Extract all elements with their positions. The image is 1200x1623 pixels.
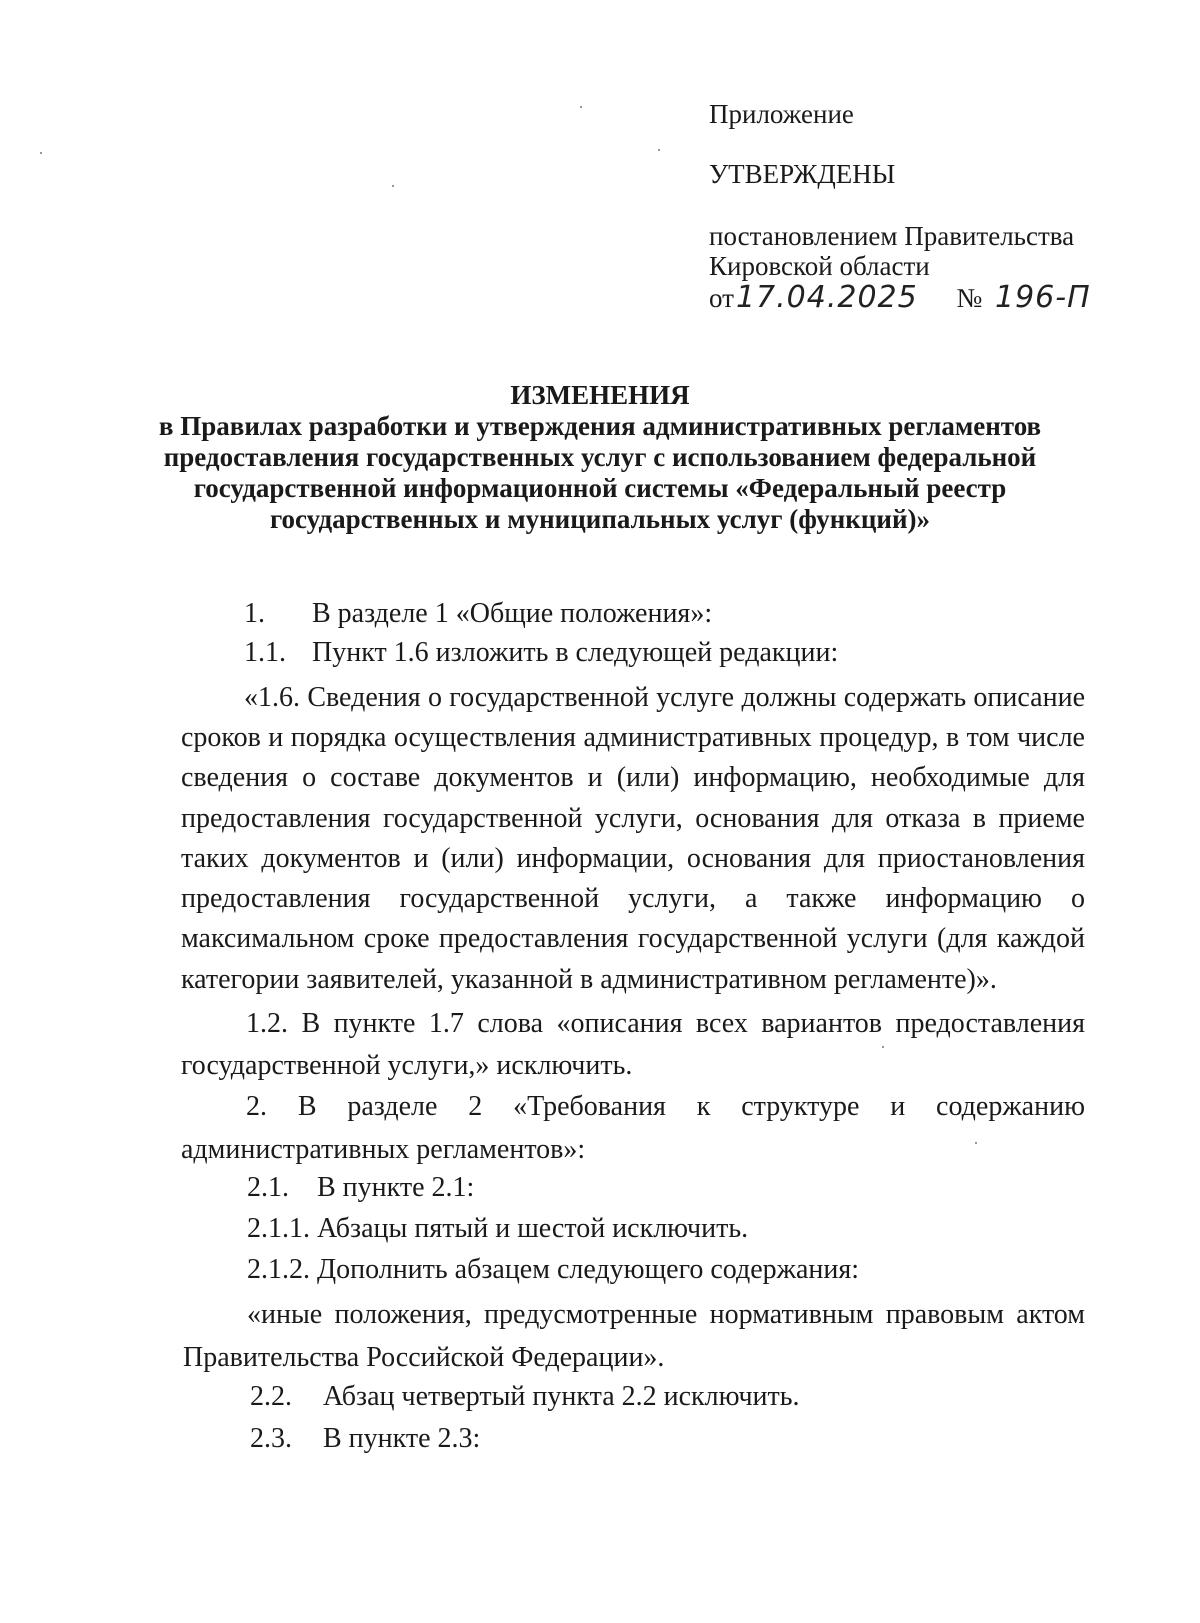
document-heading: ИЗМЕНЕНИЯ [510, 380, 690, 410]
item-1-2-line-2: государственной услуги,» исключить. [181, 1050, 633, 1081]
item-1-1 [244, 637, 838, 669]
decree-date-line [709, 282, 1091, 314]
decree-line-1: постановлением Правительства [709, 221, 1075, 251]
item-text: В разделе 1 «Общие положения»: [312, 598, 713, 629]
scan-speck [882, 1046, 884, 1048]
scan-speck [40, 152, 42, 154]
number-prefix: № [956, 283, 983, 313]
item-text: Пункт 1.6 изложить в следующей редакции: [312, 637, 839, 668]
title-line-2: предоставления государственных услуг с использованием федеральной [163, 442, 1037, 472]
item-number: 2.1. [247, 1172, 289, 1203]
paragraph-line: таких документов и (или) информации, основания для приостановления [181, 843, 1085, 874]
title-line-4: государственных и муниципальных услуг (функций)» [269, 504, 931, 534]
paragraph-line: категории заявителей, указанной в административном регламенте)». [181, 964, 997, 995]
appendix-label: Приложение [709, 99, 854, 129]
item-number: 1.1. [244, 637, 286, 668]
item-2-2 [250, 1381, 800, 1413]
item-2-line-1: 2. В разделе 2 «Требования к структуре и содержанию [246, 1091, 1085, 1122]
date-prefix: от [709, 283, 734, 313]
item-number: 2.2. [250, 1381, 292, 1412]
scan-speck [975, 1142, 977, 1144]
scan-speck [580, 106, 582, 108]
paragraph-line: предоставления государственной услуги, а также информацию о [181, 883, 1085, 914]
item-text: Абзац четвертый пункта 2.2 исключить. [323, 1381, 800, 1412]
approved-label: УТВЕРЖДЕНЫ [709, 159, 896, 189]
item-2-1-1: 2.1.1. Абзацы пятый и шестой исключить. [247, 1213, 749, 1244]
handwritten-date: 17.04.2025 [735, 280, 918, 315]
item-2-line-2: административных регламентов»: [181, 1134, 586, 1165]
item-number: 1. [244, 598, 265, 629]
item-text: В пункте 2.3: [323, 1423, 481, 1454]
item-1-2-line-1: 1.2. В пункте 1.7 слова «описания всех вариантов предоставления [246, 1008, 1085, 1039]
item-number: 2.3. [250, 1423, 292, 1454]
title-line-1: в Правилах разработки и утверждения административных регламентов [158, 411, 1042, 441]
item-1 [244, 598, 712, 630]
title-line-3: государственной информационной системы «Федеральный реестр [193, 473, 1007, 503]
item-2-1-2: 2.1.2. Дополнить абзацем следующего содержания: [247, 1254, 860, 1285]
scan-speck [658, 149, 660, 151]
paragraph-line: максимальном сроке предоставления государственной услуги (для каждой [181, 923, 1085, 954]
quote-line-1: «иные положения, предусмотренные нормативным правовым актом [247, 1299, 1085, 1330]
scan-speck [392, 185, 394, 187]
paragraph-line: предоставления государственной услуги, основания для отказа в приеме [181, 803, 1085, 834]
item-text: В пункте 2.1: [317, 1172, 475, 1203]
handwritten-number: 196-П [995, 280, 1091, 315]
item-2-1 [247, 1172, 474, 1204]
paragraph-line: сроков и порядка осуществления административных процедур, в том числе [181, 722, 1085, 753]
quote-line-2: Правительства Российской Федерации». [183, 1342, 665, 1373]
decree-line-2: Кировской области [709, 251, 930, 281]
item-2-3 [250, 1423, 480, 1455]
paragraph-line: «1.6. Сведения о государственной услуге должны содержать описание [244, 682, 1085, 713]
paragraph-line: сведения о составе документов и (или) информацию, необходимые для [181, 762, 1085, 793]
